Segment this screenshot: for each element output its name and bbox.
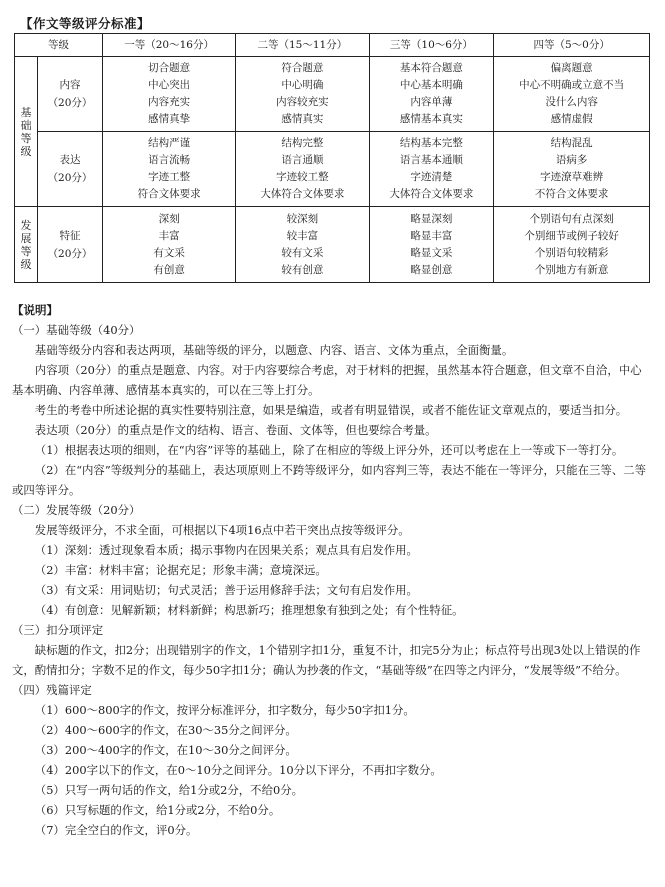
criteria-line: 符合文体要求 xyxy=(137,188,201,200)
category-label: 基础等级 xyxy=(20,105,32,158)
criteria-line: 较有文采 xyxy=(281,246,324,259)
table-header-cell: 三等（10～6分） xyxy=(369,34,494,57)
criteria-line: 感情真挚 xyxy=(148,113,191,125)
criteria-line: 结构严谨 xyxy=(148,137,191,149)
notes-paragraph: （4）200字以下的作文，在0～10分之间评分。10分以下评分，不再扣字数分。 xyxy=(34,763,442,777)
criteria-line: 略显丰富 xyxy=(410,229,453,242)
notes-paragraph: （3）200～400字的作文，在10～30分之间评分。 xyxy=(34,743,297,757)
notes-paragraph: （1）深刻：透过现象看本质；揭示事物内在因果关系；观点具有启发作用。 xyxy=(34,543,418,557)
criteria-line: 内容充实 xyxy=(148,96,191,108)
criteria-line: 结构完整 xyxy=(281,137,324,149)
table-header-row xyxy=(15,34,650,57)
criteria-line: 略显深刻 xyxy=(410,212,453,225)
criteria-line: 语言基本通顺 xyxy=(399,154,463,166)
table-header-cell: 一等（20～16分） xyxy=(103,34,236,57)
criteria-line: 个别语句有点深刻 xyxy=(529,212,614,225)
notes-paragraph: （2）在“内容”等级判分的基础上，表达项原则上不跨等级评分，如内容判三等，表达不能在一等评分，只能在三等、二等或四等评分。 xyxy=(12,463,647,497)
category-cell xyxy=(15,207,38,283)
table-row xyxy=(15,57,650,132)
criteria-line: 字迹清楚 xyxy=(410,171,453,183)
item-cell xyxy=(38,207,103,283)
criteria-line: 较有创意 xyxy=(281,263,324,276)
criteria-cell xyxy=(494,207,650,283)
table-row xyxy=(15,207,650,283)
criteria-line: 切合题意 xyxy=(148,62,191,74)
criteria-line: 字迹工整 xyxy=(148,171,191,183)
item-cell xyxy=(38,132,103,207)
criteria-line: 感情基本真实 xyxy=(399,113,463,125)
criteria-line: 不符合文体要求 xyxy=(534,188,609,200)
criteria-cell xyxy=(369,57,494,132)
criteria-line: 内容单薄 xyxy=(410,96,453,108)
criteria-line: 中心明确 xyxy=(281,79,324,91)
table-header-cell: 等级 xyxy=(15,34,103,57)
criteria-line: 较丰富 xyxy=(286,229,319,242)
criteria-line: 感情真实 xyxy=(281,113,324,125)
criteria-line: 深刻 xyxy=(158,212,180,225)
criteria-line: 略显文采 xyxy=(410,246,453,259)
criteria-line: 略显创意 xyxy=(410,263,453,276)
notes-paragraph: 内容项（20分）的重点是题意、内容。对于内容要综合考虑，对于材料的把握，虽然基本符合题意，但文章不自洽，中心基本明确、内容单薄、感情基本真实的，可以在三等上打分。 xyxy=(12,363,642,397)
criteria-line: 内容较充实 xyxy=(276,96,329,108)
criteria-line: 符合题意 xyxy=(281,62,324,74)
criteria-line: 结构混乱 xyxy=(550,137,593,149)
notes-paragraph: （2）丰富：材料丰富；论据充足；形象丰满；意境深远。 xyxy=(34,563,327,577)
grading-table xyxy=(14,33,650,283)
table-header-cell: 二等（15～11分） xyxy=(236,34,369,57)
notes-paragraph: 发展等级评分，不求全面，可根据以下4项16点中若干突出点按等级评分。 xyxy=(34,523,410,537)
criteria-line: 大体符合文体要求 xyxy=(389,188,474,200)
criteria-cell xyxy=(103,132,236,207)
criteria-line: 有文采 xyxy=(153,246,185,259)
category-cell xyxy=(15,57,38,207)
notes-paragraph: 表达项（20分）的重点是作文的结构、语言、卷面、文体等，但也要综合考量。 xyxy=(34,423,437,437)
criteria-line: 感情虚假 xyxy=(550,113,593,125)
notes-paragraph: （1）根据表达项的细则，在“内容”评等的基础上，除了在相应的等级上评分外，还可以考虑在上一等或下一等打分。 xyxy=(34,443,624,457)
category-label: 发展等级 xyxy=(20,218,32,271)
criteria-line: 较深刻 xyxy=(286,212,319,225)
criteria-line: 个别地方有新意 xyxy=(534,263,609,276)
criteria-line: 个别语句较精彩 xyxy=(534,246,609,259)
table-row xyxy=(15,132,650,207)
notes-paragraph: （三）扣分项评定 xyxy=(12,623,104,637)
item-label: （20分） xyxy=(47,172,93,184)
section-heading: 【作文等级评分标准】 xyxy=(20,16,151,31)
notes-paragraph: （2）400～600字的作文，在30～35分之间评分。 xyxy=(34,723,297,737)
criteria-line: 语言流畅 xyxy=(148,154,191,166)
criteria-line: 个别细节或例子较好 xyxy=(524,229,619,242)
criteria-line: 丰富 xyxy=(158,229,180,242)
criteria-line: 基本符合题意 xyxy=(399,62,463,74)
notes-paragraph: （5）只写一两句话的作文，给1分或2分，不给0分。 xyxy=(34,783,303,797)
criteria-cell xyxy=(494,57,650,132)
notes-paragraph: 缺标题的作文，扣2分；出现错别字的作文，1个错别字扣1分，重复不计，扣完5分为止；标点符号出现3处以上错误的作文，酌情扣分；字数不足的作文，每少50字扣1分；确认为抄袭的作文，“基础等级”在四等之内评分，“发展等级”不给分。 xyxy=(12,643,641,677)
criteria-cell xyxy=(103,207,236,283)
criteria-line: 偏离题意 xyxy=(550,62,593,74)
notes-paragraph: 考生的考卷中所述论据的真实性要特别注意，如果是编造，或者有明显错误，或者不能佐证文章观点的，要适当扣分。 xyxy=(34,403,628,417)
item-label: 内容 xyxy=(59,79,81,91)
notes-paragraph: （4）有创意：见解新颖；材料新鲜；构思新巧；推理想象有独到之处；有个性特征。 xyxy=(34,603,464,617)
criteria-cell xyxy=(494,132,650,207)
criteria-line: 大体符合文体要求 xyxy=(260,188,345,200)
notes-paragraph: （二）发展等级（20分） xyxy=(12,503,141,517)
criteria-line: 语言通顺 xyxy=(281,154,324,166)
criteria-cell xyxy=(369,207,494,283)
notes-paragraph: （四）残篇评定 xyxy=(12,683,92,697)
notes-heading: 【说明】 xyxy=(12,303,58,317)
criteria-line: 结构基本完整 xyxy=(399,137,463,149)
criteria-cell xyxy=(236,207,369,283)
criteria-line: 有创意 xyxy=(153,263,185,276)
criteria-line: 中心突出 xyxy=(148,79,191,91)
notes-paragraph: （1）600～800字的作文，按评分标准评分，扣字数分，每少50字扣1分。 xyxy=(34,703,415,717)
criteria-line: 中心不明确或立意不当 xyxy=(519,79,625,91)
criteria-line: 中心基本明确 xyxy=(399,79,463,91)
notes-section xyxy=(12,300,652,840)
criteria-line: 字迹较工整 xyxy=(276,171,329,183)
criteria-line: 没什么内容 xyxy=(545,96,598,108)
notes-paragraph: 基础等级分内容和表达两项，基础等级的评分，以题意、内容、语言、文体为重点，全面衡量。 xyxy=(34,343,514,357)
criteria-cell xyxy=(236,132,369,207)
criteria-line: 字迹潦草难辨 xyxy=(540,171,604,183)
table-header-cell: 四等（5～0分） xyxy=(494,34,650,57)
criteria-cell xyxy=(236,57,369,132)
item-label: 特征 xyxy=(59,229,81,242)
notes-paragraph: （一）基础等级（40分） xyxy=(12,323,141,337)
notes-paragraph: （7）完全空白的作文，评0分。 xyxy=(34,823,198,837)
notes-paragraph: （6）只写标题的作文，给1分或2分，不给0分。 xyxy=(34,803,281,817)
item-label: 表达 xyxy=(59,154,81,166)
item-cell xyxy=(38,57,103,132)
notes-paragraph: （3）有文采：用词贴切；句式灵活；善于运用修辞手法；文句有启发作用。 xyxy=(34,583,418,597)
item-label: （20分） xyxy=(47,247,93,260)
criteria-cell xyxy=(369,132,494,207)
criteria-cell xyxy=(103,57,236,132)
criteria-line: 语病多 xyxy=(555,154,588,166)
item-label: （20分） xyxy=(47,97,93,109)
